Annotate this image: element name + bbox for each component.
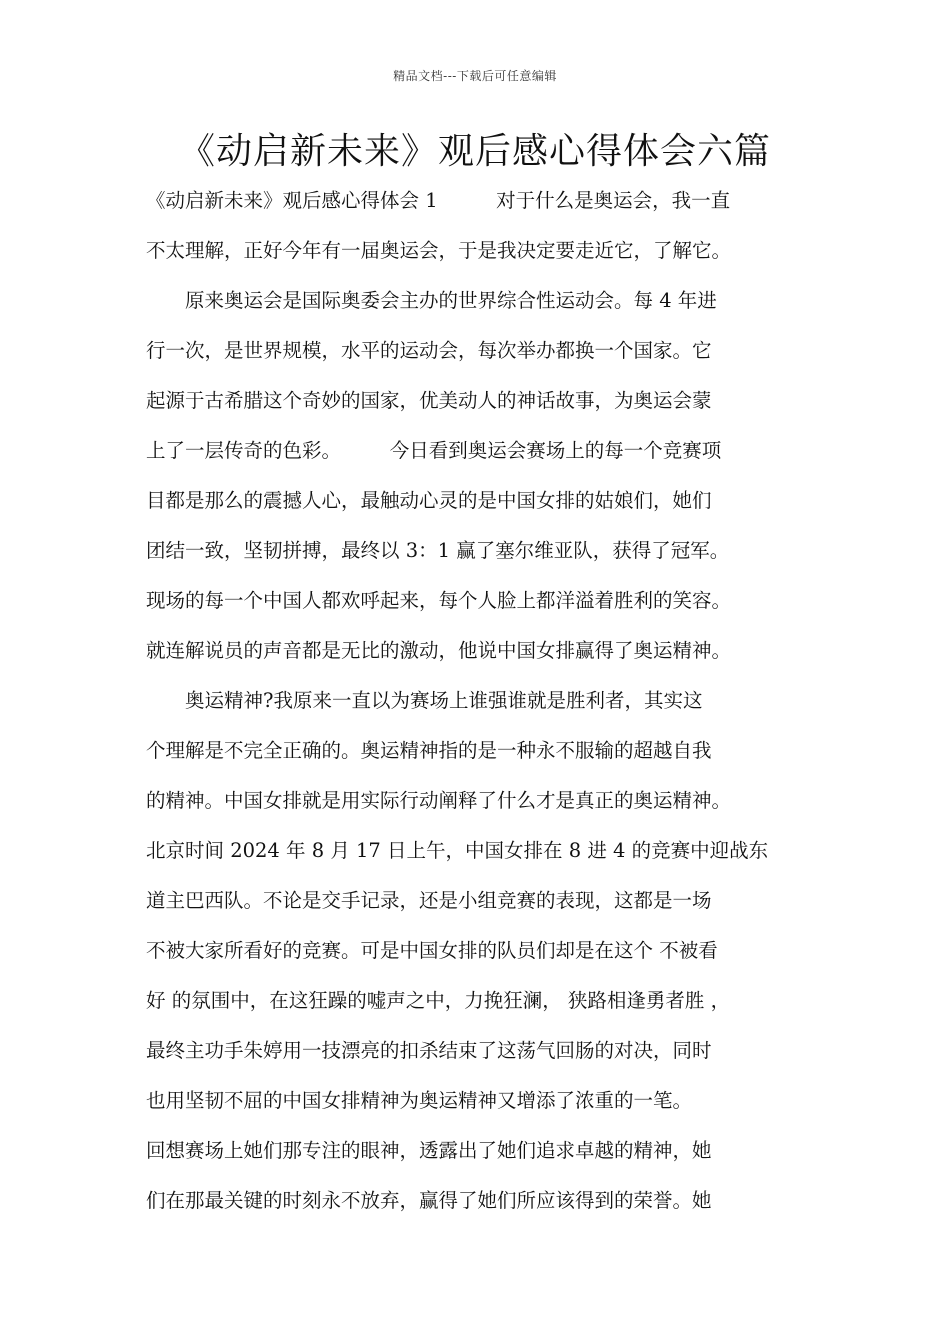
body-line: 北京时间 2024 年 8 月 17 日上午，中国女排在 8 进 4 的竞赛中迎战东 <box>146 839 769 862</box>
body-line: 现场的每一个中国人都欢呼起来，每个人脸上都洋溢着胜利的笑容。 <box>146 589 732 612</box>
body-line: 《动启新未来》观后感心得体会 1 对于什么是奥运会，我一直 <box>146 189 731 212</box>
body-line: 起源于古希腊这个奇妙的国家，优美动人的神话故事，为奥运会蒙 <box>146 389 712 412</box>
body-line: 们在那最关键的时刻永不放弃，赢得了她们所应该得到的荣誉。她 <box>146 1189 712 1212</box>
body-text <box>146 181 826 1231</box>
body-line: 行一次，是世界规模，水平的运动会，每次举办都换一个国家。它 <box>146 339 712 362</box>
body-line: 道主巴西队。不论是交手记录，还是小组竞赛的表现，这都是一场 <box>146 889 712 912</box>
body-line: 不被大家所看好的竞赛。可是中国女排的队员们却是在这个 不被看 <box>146 939 718 962</box>
body-line: 个理解是不完全正确的。奥运精神指的是一种永不服输的超越自我 <box>146 739 712 762</box>
body-line: 团结一致，坚韧拼搏，最终以 3：1 赢了塞尔维亚队，获得了冠军。 <box>146 539 730 562</box>
body-line: 回想赛场上她们那专注的眼神，透露出了她们追求卓越的精神，她 <box>146 1139 712 1162</box>
body-line: 的精神。中国女排就是用实际行动阐释了什么才是真正的奥运精神。 <box>146 789 732 812</box>
body-line: 不太理解，正好今年有一届奥运会，于是我决定要走近它，了解它。 <box>146 239 732 262</box>
body-line: 好 的氛围中，在这狂躁的嘘声之中，力挽狂澜， 狭路相逢勇者胜 ， <box>146 989 731 1012</box>
body-line: 也用坚韧不屈的中国女排精神为奥运精神又增添了浓重的一笔。 <box>146 1089 693 1112</box>
header-note: 精品文档---下载后可任意编辑 <box>393 69 557 83</box>
body-line: 上了一层传奇的色彩。 今日看到奥运会赛场上的每一个竞赛项 <box>146 439 722 462</box>
body-line: 奥运精神?我原来一直以为赛场上谁强谁就是胜利者，其实这 <box>146 689 703 712</box>
body-line: 目都是那么的震撼人心，最触动心灵的是中国女排的姑娘们，她们 <box>146 489 712 512</box>
document-title: 《动启新未来》观后感心得体会六篇 <box>178 131 771 172</box>
body-line: 就连解说员的声音都是无比的激动，他说中国女排赢得了奥运精神。 <box>146 639 732 662</box>
body-line: 最终主功手朱婷用一技漂亮的扣杀结束了这荡气回肠的对决，同时 <box>146 1039 712 1062</box>
body-line: 原来奥运会是国际奥委会主办的世界综合性运动会。每 4 年进 <box>146 289 717 312</box>
